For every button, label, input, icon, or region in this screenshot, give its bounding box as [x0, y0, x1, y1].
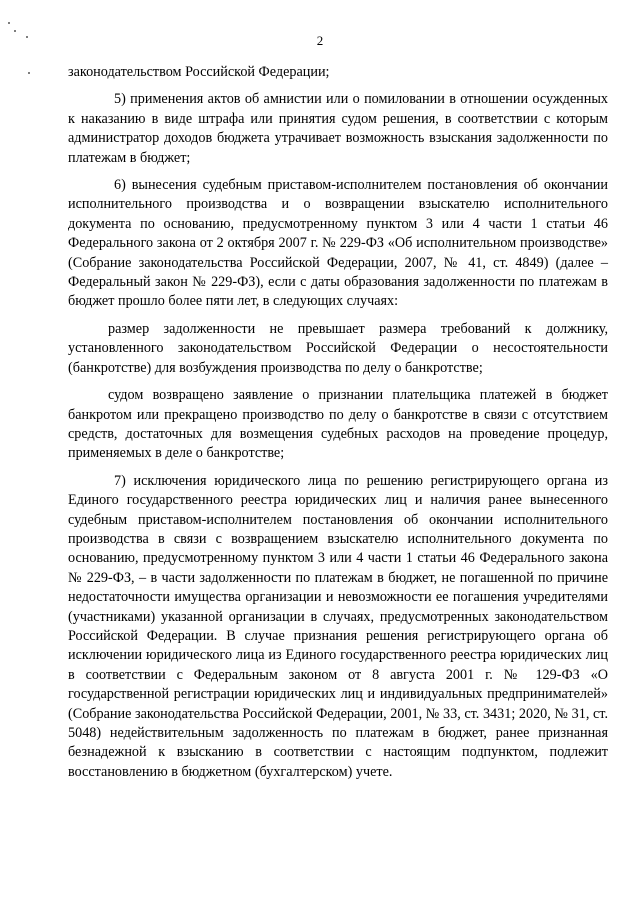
scan-artifact — [28, 72, 30, 74]
document-body — [68, 63, 608, 790]
scan-artifact — [8, 22, 10, 24]
scan-artifact — [14, 30, 16, 32]
paragraph-item-6: 6) вынесения судебным приставом-исполнителем постановления об окончании исполнительного производства и о возвращении взыскателю исполнительного документа по основанию, предусмотренному пунктом 3 или 4 части 1 статьи 46 Федерального закона от 2 октября 2007 г. № 229-ФЗ «Об исполнительном производстве» (Собрание законодательства Российской Федерации, 2007, № 41, ст. 4849) (далее – Федеральный закон № 229-ФЗ), если с даты образования задолженности по платежам в бюджет прошло более пяти лет, в следующих случаях: — [68, 177, 608, 310]
paragraph-continuation: законодательством Российской Федерации; — [68, 64, 330, 80]
paragraph-case-bankruptcy-returned: судом возвращено заявление о признании плательщика платежей в бюджет банкротом или прекращено производство по делу о банкротстве в связи с отсутствием средств, достаточных для возмещения судебных расходов на проведение процедур, применяемых в деле о банкротстве; — [68, 387, 608, 462]
page-number: 2 — [316, 33, 324, 48]
paragraph-case-debt-size: размер задолженности не превышает размера требований к должнику, установленного законодательством Российской Федерации о несостоятельности (банкротстве) для возбуждения производства по делу о банкротстве; — [68, 320, 608, 376]
paragraph-item-5: 5) применения актов об амнистии или о помиловании в отношении осужденных к наказанию в виде штрафа или принятия судом решения, в соответствии с которым администратор доходов бюджета утрачивает возможность взыскания задолженности по платежам в бюджет; — [68, 91, 608, 166]
paragraph-item-7: 7) исключения юридического лица по решению регистрирующего органа из Единого государственного реестра юридических лиц и наличия ранее вынесенного судебным приставом-исполнителем постановления об окончании исполнительного производства в связи с возвращением взыскателю исполнительного документа по основанию, предусмотренному пунктом 3 или 4 части 1 статьи 46 Федерального закона № 229-ФЗ, – в части задолженности по платежам в бюджет, не погашенной по причине недостаточности имущества организации и невозможности ее погашения учредителями (участниками) указанной организации в случаях, предусмотренных законодательством Российской Федерации. В случае признания решения регистрирующего органа об исключении юридического лица из Единого государственного реестра юридических лиц в соответствии с Федеральным законом от 8 августа 2001 г. № 129-ФЗ «О государственной регистрации юридических лиц и индивидуальных предпринимателей» (Собрание законодательства Российской Федерации, 2001, № 33, ст. 3431; 2020, № 31, ст. 5048) недействительным задолженность по платежам в бюджет, ранее признанная безнадежной к взысканию в соответствии с настоящим подпунктом, подлежит восстановлению в бюджетном (бухгалтерском) учете. — [68, 472, 608, 780]
